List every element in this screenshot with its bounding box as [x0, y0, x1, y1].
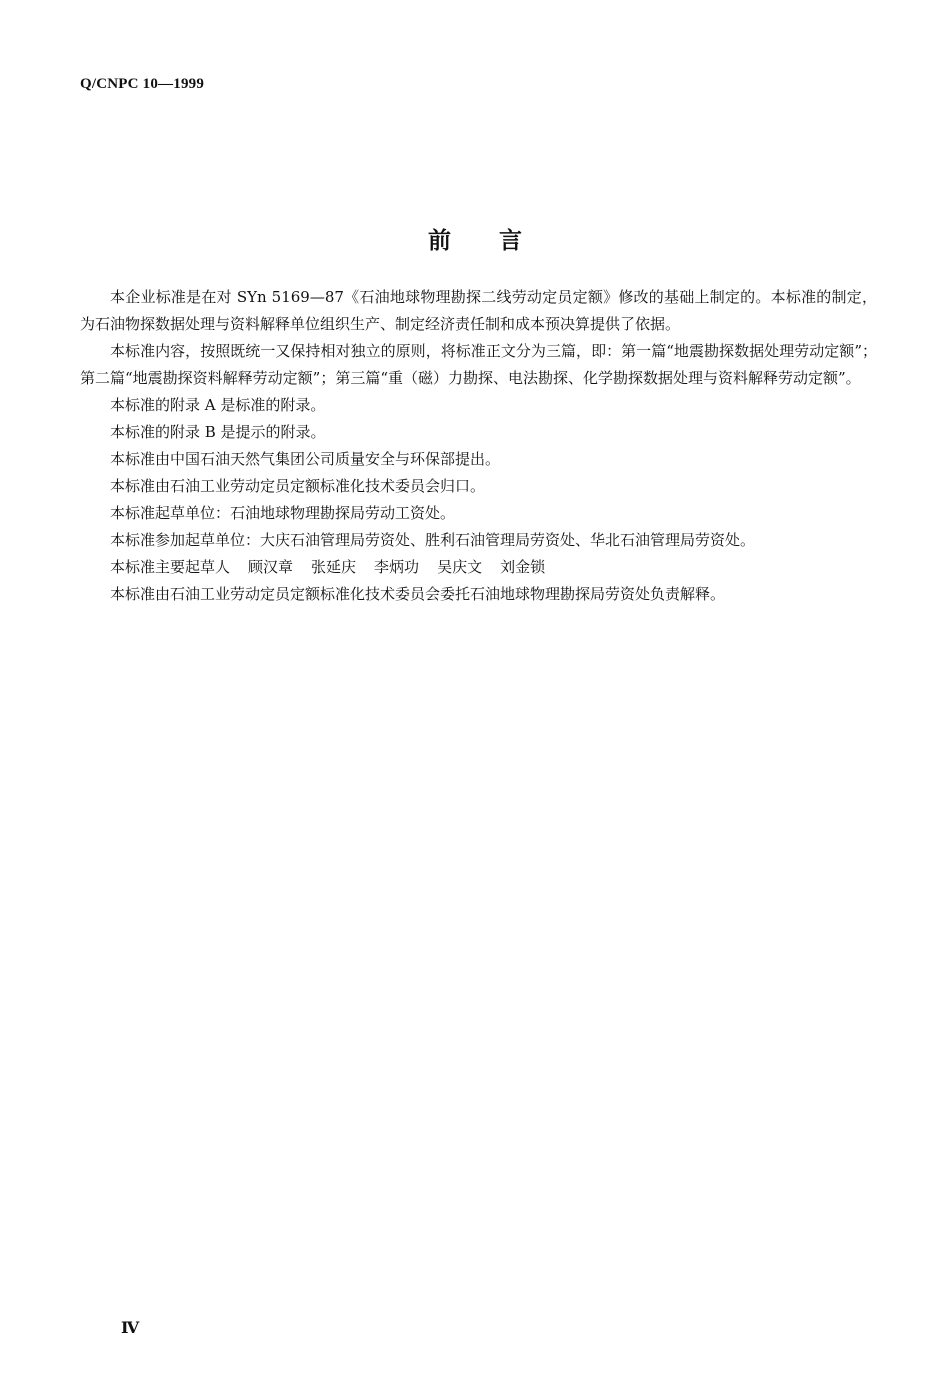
paragraph-participating-units: 本标准参加起草单位：大庆石油管理局劳资处、胜利石油管理局劳资处、华北石油管理局劳资处。	[110, 531, 756, 549]
section-title	[0, 222, 950, 255]
drafter-name: 吴庆文	[437, 558, 483, 576]
paragraph-managed-by: 本标准由石油工业劳动定员定额标准化技术委员会归口。	[110, 477, 486, 495]
drafters-label: 本标准主要起草人	[110, 558, 231, 576]
paragraph-appendix-b: 本标准的附录 B 是提示的附录。	[110, 423, 326, 441]
section-title-char-2: 言	[499, 228, 522, 254]
paragraph-drafters	[80, 554, 877, 581]
paragraph-basis: 本企业标准是在对 SYn 5169—87《石油地球物理勘探二线劳动定员定额》修改的基础上制定的。本标准的制定，为石油物探数据处理与资料解释单位组织生产、制定经济责任制和成本预决算提供了依据。	[80, 288, 877, 333]
drafter-name: 刘金锁	[500, 558, 546, 576]
foreword-body	[80, 284, 877, 608]
drafter-name: 李炳功	[374, 558, 420, 576]
section-title-char-1: 前	[428, 228, 451, 254]
drafter-name: 张延庆	[311, 558, 357, 576]
paragraph-interpretation: 本标准由石油工业劳动定员定额标准化技术委员会委托石油地球物理勘探局劳资处负责解释。	[110, 585, 726, 603]
drafter-name: 顾汉章	[248, 558, 294, 576]
paragraph-drafting-unit: 本标准起草单位：石油地球物理勘探局劳动工资处。	[110, 504, 456, 522]
paragraph-structure: 本标准内容，按照既统一又保持相对独立的原则，将标准正文分为三篇，即：第一篇“地震勘探数据处理劳动定额”；第二篇“地震勘探资料解释劳动定额”；第三篇“重（磁）力勘探、电法勘探、化学勘探数据处理与资料解释劳动定额”。	[80, 342, 877, 387]
paragraph-appendix-a: 本标准的附录 A 是标准的附录。	[110, 396, 326, 414]
page-number: Ⅳ	[121, 1320, 140, 1337]
standard-code: Q/CNPC 10—1999	[80, 76, 205, 92]
paragraph-proposed-by: 本标准由中国石油天然气集团公司质量安全与环保部提出。	[110, 450, 501, 468]
